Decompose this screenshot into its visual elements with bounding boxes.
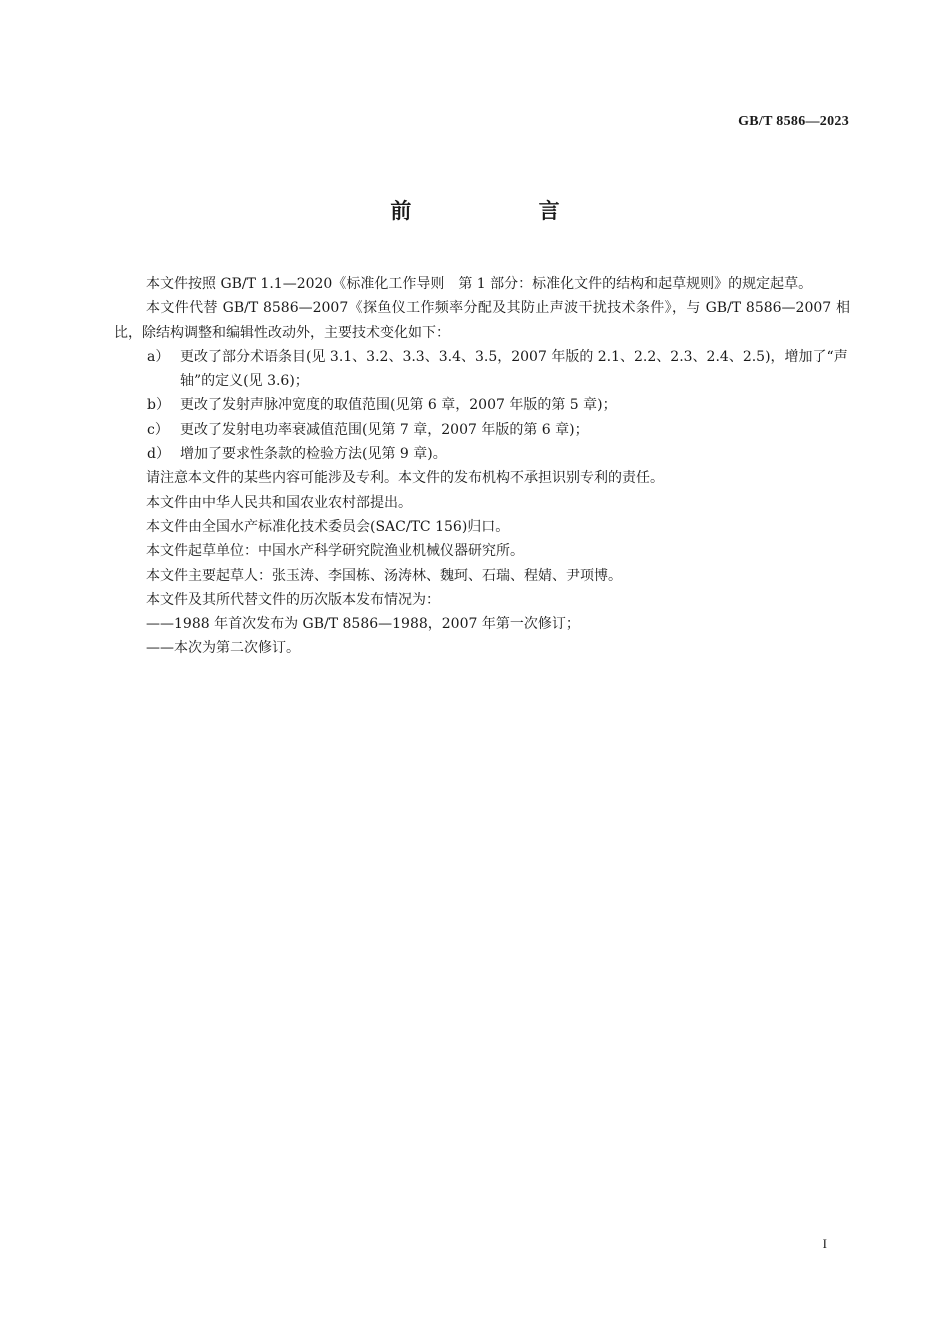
list-item-b: [114, 393, 850, 417]
paragraph-proposer: 本文件由中华人民共和国农业农村部提出。: [146, 494, 412, 511]
list-marker: d）: [147, 446, 170, 463]
paragraph-history-intro: 本文件及其所代替文件的历次版本发布情况为：: [146, 591, 440, 608]
history-item: ——本次为第二次修订。: [146, 640, 300, 657]
list-item-d: [114, 442, 850, 466]
list-item-a: [114, 345, 850, 394]
list-item-c: [114, 418, 850, 442]
paragraph-drafting-organization: 本文件起草单位：中国水产科学研究院渔业机械仪器研究所。: [146, 543, 524, 560]
list-item-text: 更改了发射声脉冲宽度的取值范围(见第 6 章，2007 年版的第 5 章)；: [180, 397, 617, 414]
page-title: 前 言: [390, 199, 620, 223]
list-marker: b）: [147, 397, 170, 414]
page-number: I: [822, 1236, 827, 1251]
standard-code: GB/T 8586—2023: [738, 114, 849, 129]
paragraph-technical-committee: 本文件由全国水产标准化技术委员会(SAC/TC 156)归口。: [146, 518, 510, 535]
list-item-text: 更改了发射电功率衰减值范围(见第 7 章，2007 年版的第 6 章)；: [180, 421, 589, 438]
list-item-text: 增加了要求性条款的检验方法(见第 9 章)。: [180, 446, 447, 463]
foreword-body: [114, 272, 850, 661]
list-marker: a）: [147, 348, 170, 365]
paragraph-drafting-rules: 本文件按照 GB/T 1.1—2020《标准化工作导则 第 1 部分：标准化文件的结构和起草规则》的规定起草。: [146, 276, 813, 292]
paragraph-replacement: 本文件代替 GB/T 8586—2007《探鱼仪工作频率分配及其防止声波干扰技术条件》，与 GB/T 8586—2007 相比，除结构调整和编辑性改动外，主要技术变化如下：: [114, 300, 850, 341]
list-marker: c）: [147, 421, 169, 438]
paragraph-drafters: 本文件主要起草人：张玉涛、李国栋、汤涛林、魏珂、石瑞、程婧、尹项博。: [146, 567, 622, 584]
history-item: ——1988 年首次发布为 GB/T 8586—1988，2007 年第一次修订；: [146, 616, 580, 633]
list-item-text: 更改了部分术语条目(见 3.1、3.2、3.3、3.4、3.5，2007 年版的 2.1、2.2、2.3、2.4、2.5)，增加了“声轴”的定义(见 3.6)；: [180, 348, 848, 390]
paragraph-patent-notice: 请注意本文件的某些内容可能涉及专利。本文件的发布机构不承担识别专利的责任。: [146, 470, 664, 487]
